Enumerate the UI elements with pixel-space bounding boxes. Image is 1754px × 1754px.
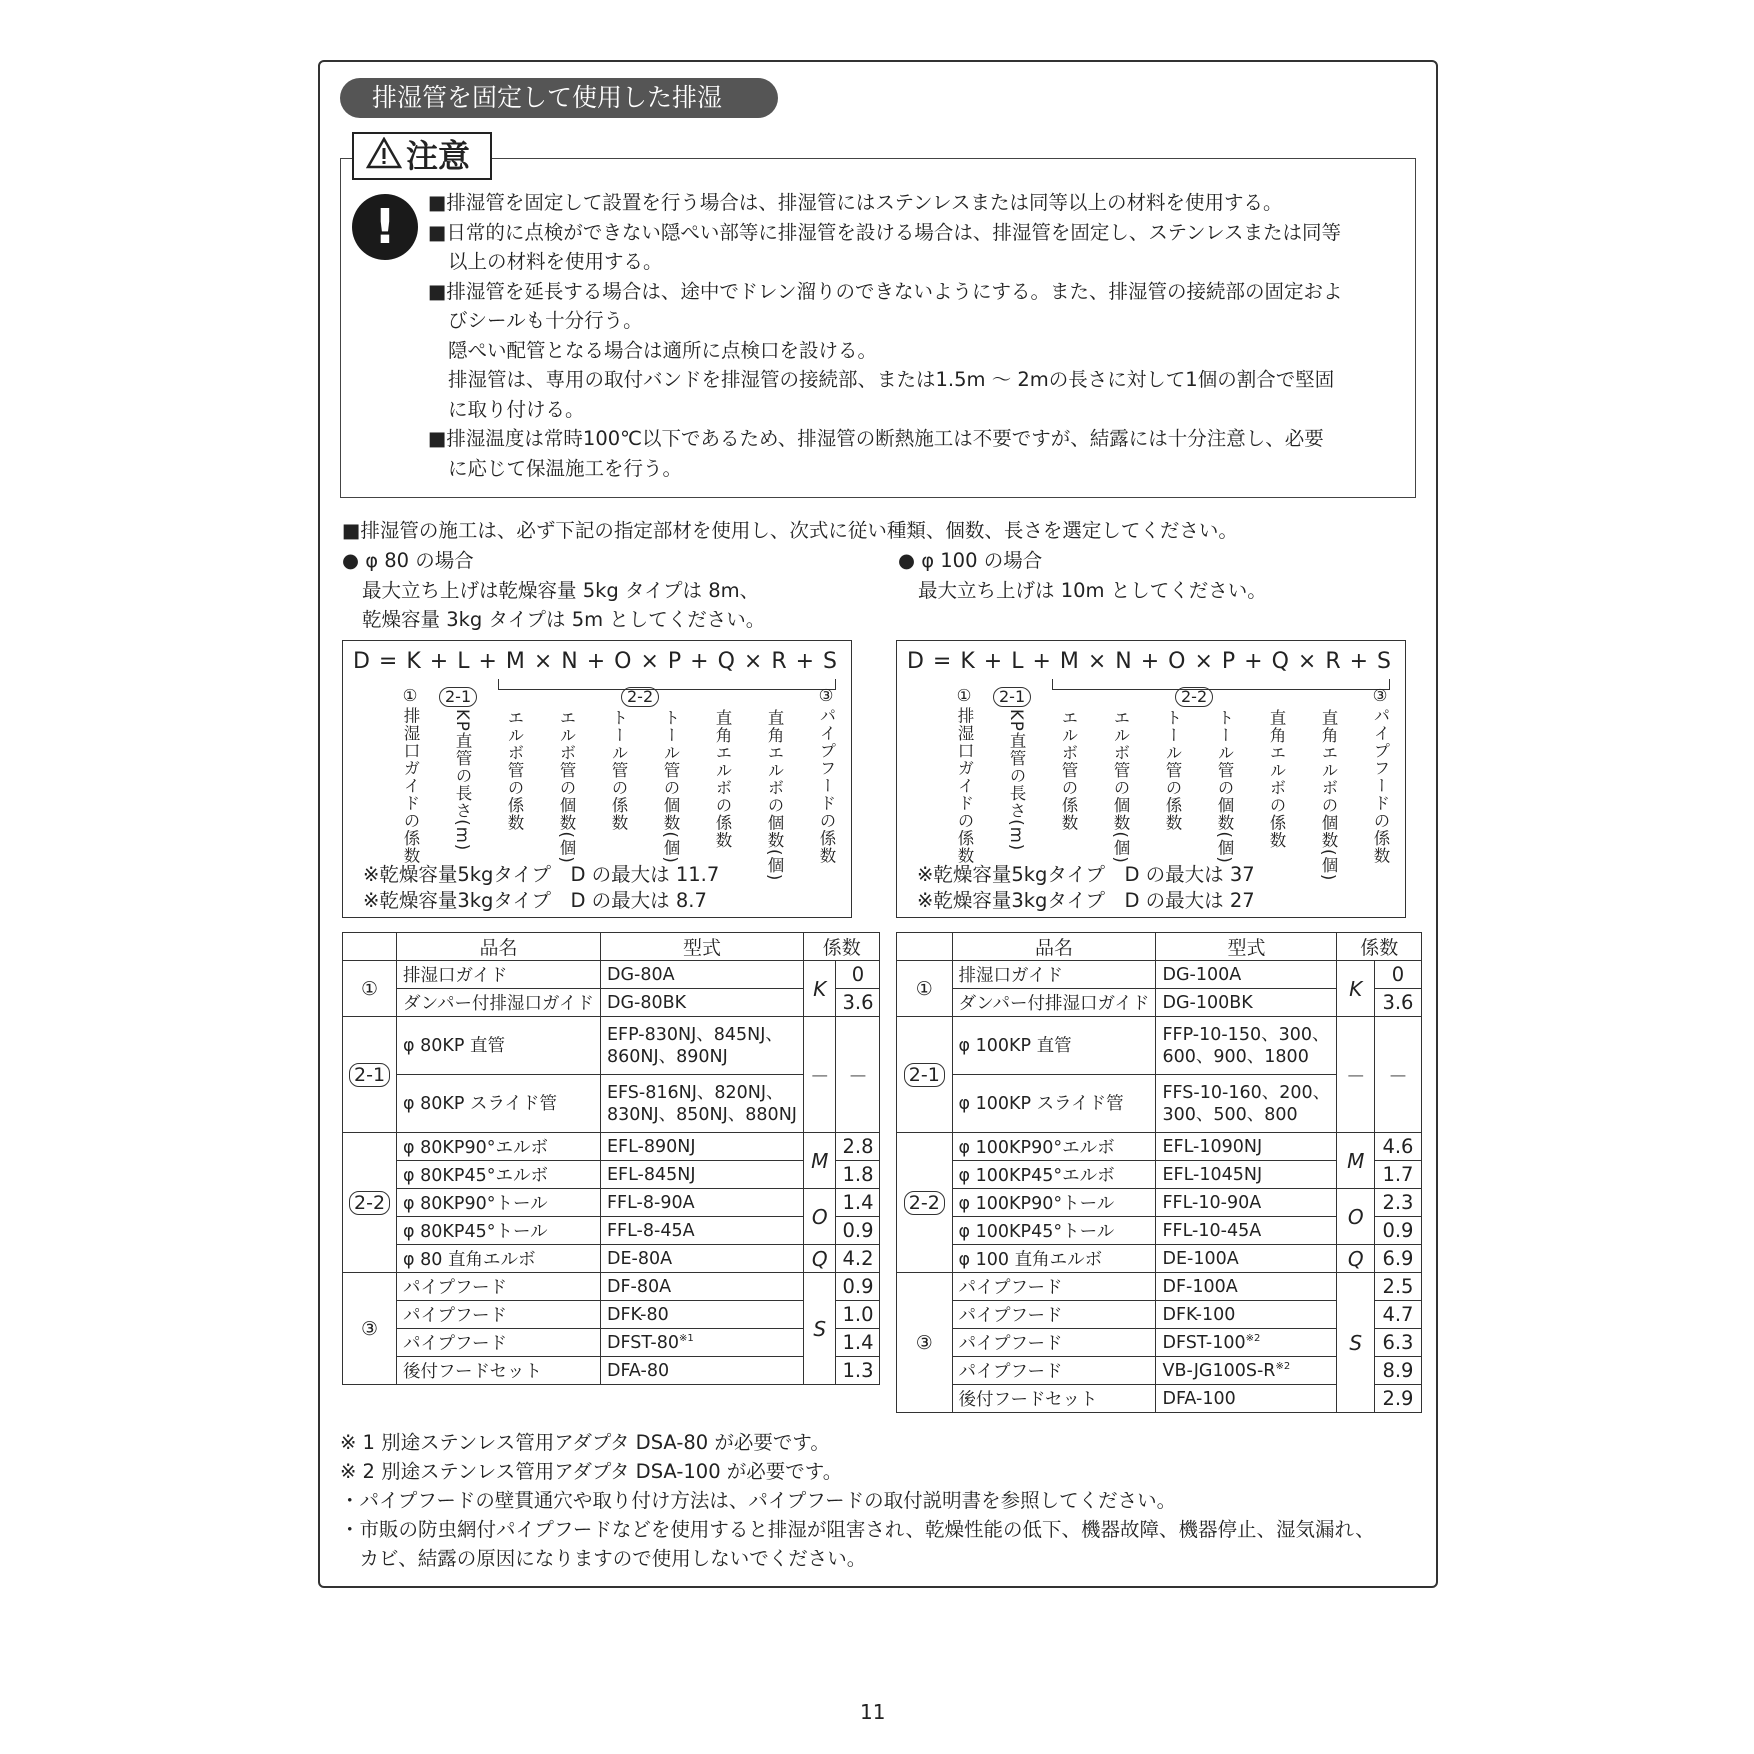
caution-line: 排湿管は、専用の取付バンドを排湿管の接続部、または1.5m ～ 2mの長さに対して1個の割合で堅固 <box>448 368 1335 391</box>
caution-line: 隠ぺい配管となる場合は適所に点検口を設ける。 <box>448 338 878 362</box>
cell-symbol: M <box>1337 1133 1374 1189</box>
cell-symbol: O <box>803 1189 836 1245</box>
cell-value: 0 <box>1374 961 1421 989</box>
cell-name: パイプフード <box>397 1301 601 1329</box>
cell-value: 0 <box>836 961 880 989</box>
term-outlet-guide: ① 排湿口ガイドの係数 <box>397 687 423 869</box>
table-row <box>343 1189 880 1217</box>
phi80-line: 乾燥容量 3kg タイプは 5m としてください。 <box>362 608 766 631</box>
formula-note: ※乾燥容量3kgタイプ D の最大は 27 <box>917 889 1255 912</box>
term-elbow-count: エルボ管の個数(個) <box>1111 709 1130 864</box>
cell-symbol: Q <box>803 1245 836 1273</box>
caution-line: ■日常的に点検ができない隠ぺい部等に排湿管を設ける場合は、排湿管を固定し、ステンレスまたは同等 <box>428 220 1341 244</box>
formula-equation: D = K + L + M × N + O × P + Q × R + S <box>907 649 1392 674</box>
cell-symbol: K <box>1337 961 1374 1017</box>
cell-model: EFL-845NJ <box>600 1161 803 1189</box>
cell-name: 後付フードセット <box>397 1357 601 1385</box>
table-row <box>343 1357 880 1385</box>
cell-value: 1.4 <box>836 1189 880 1217</box>
intro-text <box>342 516 1238 546</box>
cell-name: パイプフード <box>397 1329 601 1357</box>
group-label: ① <box>343 961 397 1017</box>
cell-value: 2.5 <box>1374 1273 1421 1301</box>
cell-name: φ 80KP スライド管 <box>397 1075 601 1133</box>
cell-name: ダンパー付排湿口ガイド <box>397 989 601 1017</box>
group-label: 2-2 <box>343 1133 397 1273</box>
caution-line: 以上の材料を使用する。 <box>448 250 663 273</box>
parts-table-phi80 <box>342 932 880 1385</box>
header-coef: 係数 <box>803 933 880 961</box>
cell-name: φ 80KP45°エルボ <box>397 1161 601 1189</box>
group-label: ③ <box>343 1273 397 1385</box>
cell-value: 0.9 <box>836 1273 880 1301</box>
table-row <box>343 1017 880 1075</box>
exclamation-icon: ! <box>352 194 418 260</box>
caution-label: 注意 <box>406 137 471 175</box>
cell-model: FFP-10-150、300、 600、900、1800 <box>1156 1017 1337 1075</box>
term-toll-count: トール管の個数(個) <box>661 709 680 864</box>
cell-model: DFK-100 <box>1156 1301 1337 1329</box>
cell-name: φ 100 直角エルボ <box>952 1245 1156 1273</box>
cell-model: EFL-890NJ <box>600 1133 803 1161</box>
section-title: 排湿管を固定して使用した排湿 <box>340 78 778 118</box>
cell-model: FFL-8-90A <box>600 1189 803 1217</box>
cell-model: $VB-JG100S-R^{※2}$ <box>1156 1357 1337 1385</box>
formula-equation: D = K + L + M × N + O × P + Q × R + S <box>353 649 838 674</box>
table-row <box>343 1217 880 1245</box>
header-blank <box>343 933 397 961</box>
caution-label-box <box>352 132 492 180</box>
cell-model: DG-80BK <box>600 989 803 1017</box>
caution-line: ■排湿温度は常時100℃以下であるため、排湿管の断熱施工は不要ですが、結露には十分注意し、必要 <box>428 427 1324 450</box>
cell-value: 2.3 <box>1374 1189 1421 1217</box>
cell-symbol: － <box>1337 1017 1374 1133</box>
table-row <box>343 1329 880 1357</box>
cell-name: φ 100KP45°エルボ <box>952 1161 1156 1189</box>
table-row <box>897 1245 1422 1273</box>
table-row <box>897 1273 1422 1301</box>
page-number: 11 <box>860 1700 886 1724</box>
cell-symbol: － <box>803 1017 836 1133</box>
cell-name: 排湿口ガイド <box>397 961 601 989</box>
cell-symbol: O <box>1337 1189 1374 1245</box>
footnote: ・パイプフードの壁貫通穴や取り付け方法は、パイプフードの取付説明書を参照してください。 <box>340 1489 1177 1512</box>
table-row <box>343 1161 880 1189</box>
cell-model: FFL-10-45A <box>1156 1217 1337 1245</box>
group-label: ① <box>897 961 953 1017</box>
formula-note: ※乾燥容量5kgタイプ D の最大は 11.7 <box>363 863 720 886</box>
cell-model: DFA-100 <box>1156 1385 1337 1413</box>
cell-value: 2.9 <box>1374 1385 1421 1413</box>
group-label: 2-1 <box>343 1017 397 1133</box>
term-elbow-count: エルボ管の個数(個) <box>557 709 576 864</box>
term-pipe-hood: ③ パイプフードの係数 <box>1367 687 1393 869</box>
table-row <box>343 961 880 989</box>
cell-value: 4.2 <box>836 1245 880 1273</box>
cell-model: DFST-80$^{※1}$ <box>600 1329 803 1357</box>
table-row <box>343 1245 880 1273</box>
cell-symbol: S <box>803 1273 836 1385</box>
cell-value: 4.7 <box>1374 1301 1421 1329</box>
table-row <box>343 1273 880 1301</box>
cell-value: － <box>836 1017 880 1133</box>
cell-name: φ 100KP スライド管 <box>952 1075 1156 1133</box>
cell-name: φ 80 直角エルボ <box>397 1245 601 1273</box>
term-elbow-coef: エルボ管の係数 <box>1059 709 1078 832</box>
formula-note: ※乾燥容量3kgタイプ D の最大は 8.7 <box>363 889 707 912</box>
table-row <box>343 1133 880 1161</box>
phi80-line: 最大立ち上げは乾燥容量 5kg タイプは 8m、 <box>362 578 760 602</box>
caution-line: びシールも十分行う。 <box>448 309 643 332</box>
group-2-1: 2-1 <box>993 687 1031 707</box>
header-model: 型式 <box>600 933 803 961</box>
cell-value: － <box>1374 1017 1421 1133</box>
term-elbow-coef: エルボ管の係数 <box>505 709 524 832</box>
phi80-text <box>342 546 765 635</box>
table-row <box>343 989 880 1017</box>
caution-line: に応じて保温施工を行う。 <box>448 456 683 480</box>
marker-1: ① <box>956 686 972 705</box>
cell-model: DF-100A <box>1156 1273 1337 1301</box>
cell-model: DG-100A <box>1156 961 1337 989</box>
cell-value: 0.9 <box>836 1217 880 1245</box>
cell-name: φ 100KP90°エルボ <box>952 1133 1156 1161</box>
phi100-head: ● φ 100 の場合 <box>898 549 1043 572</box>
cell-model: DFST-100$^{※2}$ <box>1156 1329 1337 1357</box>
table-row <box>897 1017 1422 1075</box>
caution-line: に取り付ける。 <box>448 397 585 421</box>
header-blank <box>897 933 953 961</box>
formula-brace <box>498 679 836 690</box>
group-label: 2-1 <box>897 1017 953 1133</box>
formula-note: ※乾燥容量5kgタイプ D の最大は 37 <box>917 863 1255 886</box>
header-name: 品名 <box>952 933 1156 961</box>
cell-name: ダンパー付排湿口ガイド <box>952 989 1156 1017</box>
cell-name: パイプフード <box>952 1329 1156 1357</box>
cell-name: φ 100KP90°トール <box>952 1189 1156 1217</box>
term-toll-coef: トール管の係数 <box>609 709 628 832</box>
cell-symbol: S <box>1337 1273 1374 1413</box>
cell-model: EFL-1090NJ <box>1156 1133 1337 1161</box>
marker-3: ③ <box>1372 686 1388 705</box>
header-name: 品名 <box>397 933 601 961</box>
header-model: 型式 <box>1156 933 1337 961</box>
cell-model: EFP-830NJ、845NJ、 860NJ、890NJ <box>600 1017 803 1075</box>
table-row <box>343 1301 880 1329</box>
cell-name: φ 80KP90°エルボ <box>397 1133 601 1161</box>
cell-name: φ 80KP45°トール <box>397 1217 601 1245</box>
formula-brace <box>1052 679 1390 690</box>
table-row <box>897 1133 1422 1161</box>
table-row <box>897 1189 1422 1217</box>
cell-value: 1.3 <box>836 1357 880 1385</box>
marker-3: ③ <box>818 686 834 705</box>
phi100-text <box>898 546 1267 605</box>
term-kp-length: KP直管の長さ(m) <box>453 709 472 852</box>
group-label: 2-2 <box>897 1133 953 1273</box>
term-rightangle-count: 直角エルボの個数(個) <box>765 709 784 882</box>
cell-value: 1.0 <box>836 1301 880 1329</box>
term-rightangle-coef: 直角エルボの係数 <box>713 709 732 849</box>
cell-model: FFL-10-90A <box>1156 1189 1337 1217</box>
cell-model: DE-80A <box>600 1245 803 1273</box>
cell-model: FFS-10-160、200、 300、500、800 <box>1156 1075 1337 1133</box>
cell-model: DG-80A <box>600 961 803 989</box>
cell-model: DF-80A <box>600 1273 803 1301</box>
cell-value: 1.4 <box>836 1329 880 1357</box>
term-kp-length: KP直管の長さ(m) <box>1007 709 1026 852</box>
cell-model: FFL-8-45A <box>600 1217 803 1245</box>
cell-name: φ 100KP 直管 <box>952 1017 1156 1075</box>
term-pipe-hood: ③ パイプフードの係数 <box>813 687 839 869</box>
parts-table-phi100 <box>896 932 1422 1413</box>
cell-value: 8.9 <box>1374 1357 1421 1385</box>
footnote: ※ 1 別途ステンレス管用アダプタ DSA-80 が必要です。 <box>340 1431 830 1454</box>
cell-value: 6.3 <box>1374 1329 1421 1357</box>
formula-box-phi100 <box>896 640 1406 918</box>
table-row <box>897 961 1422 989</box>
cell-name: φ 80KP90°トール <box>397 1189 601 1217</box>
cell-model: DG-100BK <box>1156 989 1337 1017</box>
cell-symbol: Q <box>1337 1245 1374 1273</box>
table-header-row <box>897 933 1422 961</box>
group-2-2: 2-2 <box>621 687 659 707</box>
cell-name: パイプフード <box>397 1273 601 1301</box>
cell-value: 4.6 <box>1374 1133 1421 1161</box>
cell-value: 3.6 <box>836 989 880 1017</box>
cell-name: φ 80KP 直管 <box>397 1017 601 1075</box>
group-2-2: 2-2 <box>1175 687 1213 707</box>
phi80-head: ● φ 80 の場合 <box>342 549 474 572</box>
cell-value: 6.9 <box>1374 1245 1421 1273</box>
group-label: ③ <box>897 1273 953 1413</box>
cell-model: EFL-1045NJ <box>1156 1161 1337 1189</box>
cell-value: 2.8 <box>836 1133 880 1161</box>
phi100-line: 最大立ち上げは 10m としてください。 <box>918 578 1267 602</box>
caution-line: ■排湿管を延長する場合は、途中でドレン溜りのできないようにする。また、排湿管の接続部の固定およ <box>428 279 1343 303</box>
cell-name: パイプフード <box>952 1301 1156 1329</box>
footnotes <box>340 1428 1375 1573</box>
term-rightangle-coef: 直角エルボの係数 <box>1267 709 1286 849</box>
cell-value: 3.6 <box>1374 989 1421 1017</box>
cell-model: DE-100A <box>1156 1245 1337 1273</box>
footnote: カビ、結露の原因になりますので使用しないでください。 <box>340 1547 867 1570</box>
cell-name: 後付フードセット <box>952 1385 1156 1413</box>
marker-1: ① <box>402 686 418 705</box>
term-outlet-guide: ① 排湿口ガイドの係数 <box>951 687 977 869</box>
table-row <box>343 1075 880 1133</box>
cell-symbol: K <box>803 961 836 1017</box>
group-2-1: 2-1 <box>439 687 477 707</box>
cell-value: 0.9 <box>1374 1217 1421 1245</box>
cell-value: 1.7 <box>1374 1161 1421 1189</box>
cell-name: φ 100KP45°トール <box>952 1217 1156 1245</box>
formula-box-phi80 <box>342 640 852 918</box>
cell-value: 1.8 <box>836 1161 880 1189</box>
cell-name: 排湿口ガイド <box>952 961 1156 989</box>
cell-symbol: M <box>803 1133 836 1189</box>
warning-triangle-icon <box>366 136 402 180</box>
footnote: ・市販の防虫網付パイプフードなどを使用すると排湿が阻害され、乾燥性能の低下、機器故障、機器停止、湿気漏れ、 <box>340 1518 1375 1541</box>
intro-line: ■排湿管の施工は、必ず下記の指定部材を使用し、次式に従い種類、個数、長さを選定してください。 <box>342 519 1238 542</box>
header-coef: 係数 <box>1337 933 1422 961</box>
term-rightangle-count: 直角エルボの個数(個) <box>1319 709 1338 882</box>
cell-model: DFA-80 <box>600 1357 803 1385</box>
table-header-row <box>343 933 880 961</box>
cell-model: EFS-816NJ、820NJ、 830NJ、850NJ、880NJ <box>600 1075 803 1133</box>
caution-text <box>428 188 1418 483</box>
cell-model: DFK-80 <box>600 1301 803 1329</box>
footnote: ※ 2 別途ステンレス管用アダプタ DSA-100 が必要です。 <box>340 1460 843 1483</box>
term-toll-coef: トール管の係数 <box>1163 709 1182 832</box>
cell-name: パイプフード <box>952 1273 1156 1301</box>
term-toll-count: トール管の個数(個) <box>1215 709 1234 864</box>
caution-line: ■排湿管を固定して設置を行う場合は、排湿管にはステンレスまたは同等以上の材料を使用する。 <box>428 191 1283 214</box>
cell-name: パイプフード <box>952 1357 1156 1385</box>
